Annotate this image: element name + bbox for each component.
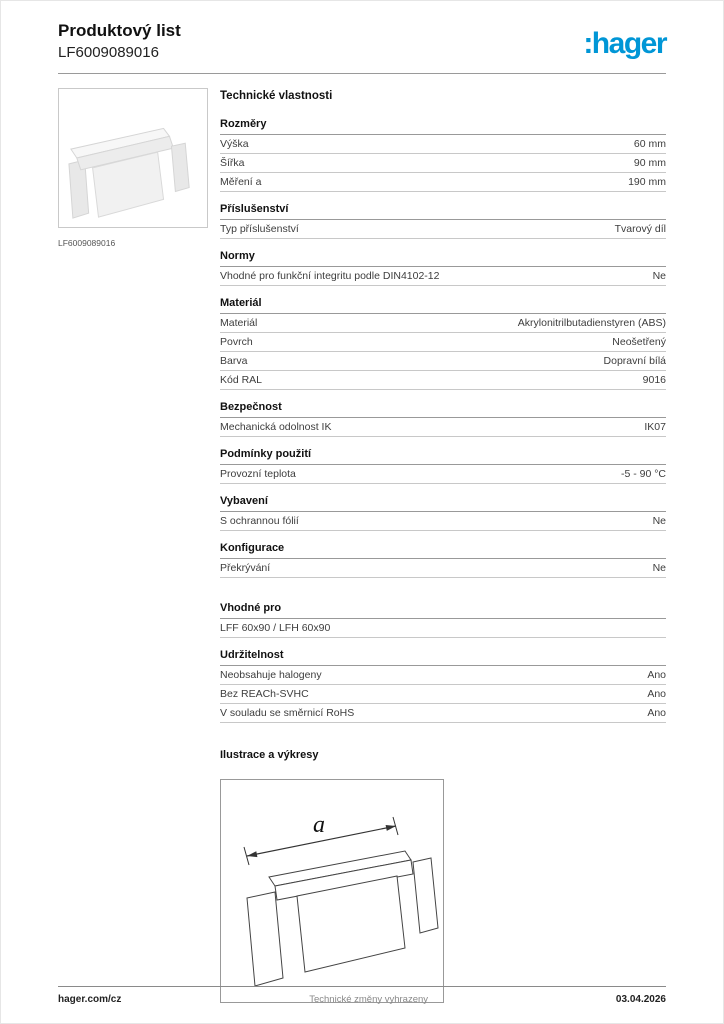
property-row [220,314,666,333]
section-udrzitelnost [220,649,666,723]
property-row [220,333,666,352]
product-image-column [58,88,208,1003]
property-value: Ne [652,515,666,527]
section-heading: Rozměry [220,118,666,135]
section-heading: Vybavení [220,495,666,512]
section-heading: Materiál [220,297,666,314]
property-label: Vhodné pro funkční integritu podle DIN4102-12 [220,270,440,282]
property-value: Ne [652,562,666,574]
property-label: Typ příslušenství [220,223,299,235]
page-footer [58,986,666,1005]
property-label: Měření a [220,176,262,188]
property-value: IK07 [644,421,666,433]
main-title: Technické vlastnosti [220,90,333,102]
section-heading: Příslušenství [220,203,666,220]
property-value: Ano [647,688,666,700]
product-image [58,88,208,228]
section-rozmery [220,118,666,192]
section-podminky-pouziti [220,448,666,484]
property-value: 9016 [642,374,666,386]
property-value: Neošetřený [612,336,666,348]
property-row [220,685,666,704]
footer-disclaimer: Technické změny vyhrazeny [309,994,429,1005]
property-label: Překrývání [220,562,271,574]
property-value: Ano [647,707,666,719]
footer-website-link[interactable]: hager.com/cz [58,994,122,1005]
property-label: V souladu se směrnicí RoHS [220,707,355,719]
property-value: Ne [652,270,666,282]
property-label: Bez REACh-SVHC [220,688,309,700]
property-row [220,465,666,484]
property-row [220,418,666,437]
section-material [220,297,666,390]
section-bezpecnost [220,401,666,437]
property-row [220,154,666,173]
section-heading: Ilustrace a výkresy [220,749,319,761]
property-label: S ochrannou fólií [220,515,299,527]
property-label: Kód RAL [220,374,263,386]
section-normy [220,250,666,286]
property-label: Povrch [220,336,253,348]
section-heading: Udržitelnost [220,649,666,666]
property-label: Šířka [220,157,245,169]
property-label: Materiál [220,317,258,329]
property-row [220,173,666,192]
section-heading: Vhodné pro [220,602,666,619]
dimension-label: a [313,812,325,838]
product-id: LF6009089016 [58,44,159,61]
section-vybaveni [220,495,666,531]
property-value: -5 - 90 °C [620,468,666,480]
document-title: Produktový list [58,21,181,40]
property-row [220,371,666,390]
section-illustrations [220,749,666,1003]
property-value: Dopravní bílá [603,355,666,367]
property-value: 90 mm [633,157,666,169]
property-value: 60 mm [633,138,666,150]
property-row [220,619,666,638]
footer-date: 03.04.2026 [615,994,666,1005]
technical-drawing [220,779,444,1003]
property-row [220,704,666,723]
properties-column [220,88,666,1003]
property-label: Mechanická odolnost IK [220,421,332,433]
property-value: 190 mm [628,176,666,188]
property-label: Provozní teplota [220,468,296,480]
page-header [58,1,666,61]
property-value: Tvarový díl [614,223,666,235]
property-label: Výška [220,138,249,150]
property-row [220,512,666,531]
section-heading: Podmínky použití [220,448,666,465]
section-prislusenstvi [220,203,666,239]
property-row [220,135,666,154]
property-row [220,352,666,371]
footer-row [58,986,666,1005]
t-piece-drawing-graphic [221,780,443,1002]
property-label: Barva [220,355,248,367]
content-area [58,88,666,1003]
product-photo-graphic [59,89,207,227]
header-titles [58,21,181,61]
property-value: Ano [647,669,666,681]
section-konfigurace [220,542,666,578]
property-value: Akrylonitrilbutadienstyren (ABS) [517,317,666,329]
section-heading: Normy [220,250,666,267]
product-image-caption: LF6009089016 [58,238,116,248]
property-row [220,267,666,286]
property-label: LFF 60x90 / LFH 60x90 [220,622,331,634]
property-row [220,220,666,239]
property-row [220,559,666,578]
section-heading: Konfigurace [220,542,666,559]
property-label: Neobsahuje halogeny [220,669,322,681]
section-heading: Bezpečnost [220,401,666,418]
property-row [220,666,666,685]
section-vhodne-pro [220,602,666,638]
hager-logo: :hager [583,27,666,60]
header-divider [58,73,666,74]
